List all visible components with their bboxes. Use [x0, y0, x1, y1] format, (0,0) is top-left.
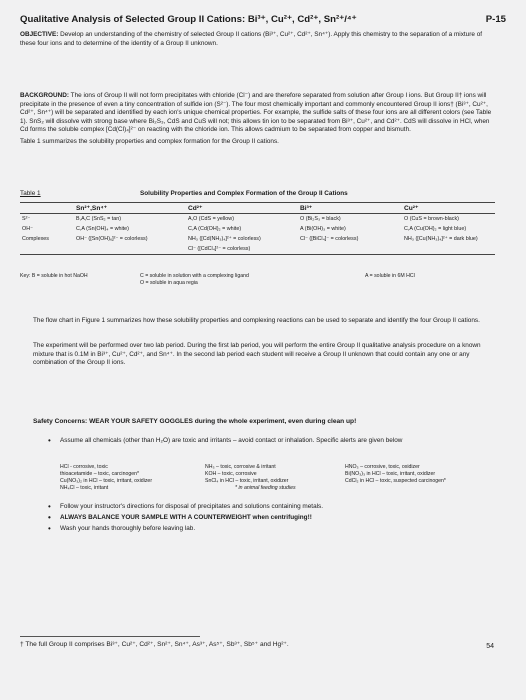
- table-cell: B,A,C (SnS₂ = tan): [76, 216, 122, 222]
- table-header-cell: [20, 203, 74, 214]
- table-cell: OH⁻ ([Sn(OH)₆]²⁻ = colorless): [76, 236, 148, 242]
- key-o: O = soluble in aqua regia: [140, 280, 198, 286]
- table-cell: O (Bi₂S₃ = black): [300, 216, 341, 222]
- bullet-icon: •: [48, 513, 51, 522]
- chem-alert: thioacetamide – toxic, carcinogen*: [60, 471, 140, 477]
- chem-alert: KOH – toxic, corrosive: [205, 471, 257, 477]
- chem-alert: HCl - corrosive, toxic: [60, 464, 108, 470]
- table-intro: Table 1 summarizes the solubility properties and complex formation for the Group II cations.: [20, 137, 279, 145]
- safety-bullet: [48, 524, 480, 534]
- footnote: † The full Group II comprises Bi³⁺, Cu²⁺, Cd²⁺, Sn²⁺, Sn⁴⁺, As³⁺, As⁵⁺, Sb³⁺, Sb⁵⁺ and Hg²⁺.: [20, 641, 289, 648]
- background-label: BACKGROUND:: [20, 92, 69, 99]
- table-cell: A,O (CdS = yellow): [188, 216, 234, 222]
- page-number: 54: [486, 643, 494, 650]
- key-b: Key: B = soluble in hot NaOH: [20, 273, 88, 279]
- objective-paragraph: [20, 31, 490, 49]
- table-row: [20, 244, 495, 255]
- chem-alert-column: [345, 464, 495, 485]
- table-row: [20, 214, 495, 225]
- table-cell: Complexes: [22, 236, 49, 242]
- chem-alert: CdCl₂ in HCl – toxic, suspected carcinogen*: [345, 478, 446, 484]
- table-cell: S²⁻: [22, 216, 31, 222]
- table-cell: [20, 244, 74, 255]
- objective-label: OBJECTIVE:: [20, 31, 59, 38]
- table-cell: C,A (Sn(OH)₄ = white): [76, 226, 129, 232]
- table-cell: C,A (Cu(OH)₂ = light blue): [404, 226, 467, 232]
- key-a: A = soluble in 6M HCl: [365, 273, 415, 279]
- table-cell: NH₃ ([Cu(NH₃)₄]²⁺ = dark blue): [404, 236, 478, 242]
- table-header-cell: Sn²⁺,Sn⁴⁺: [74, 203, 186, 214]
- page-header: [20, 14, 506, 25]
- flowchart-paragraph: The flow chart in Figure 1 summarizes how these solubility properties and complexing reactions can be used to separate and identify the four Group II cations.: [33, 317, 480, 324]
- experiment-paragraph: The experiment will be performed over two lab period. During the first lab period, you will perform the entire Group II qualitative analysis procedure on a known mixture that is 0.1M in Bi³⁺, Cu²⁺, Cd²⁺, and Sn⁴⁺. In the second lab period each student will receive a Group II unknown that could contain any one or any combination of the Group II ions.: [33, 342, 481, 367]
- page-code: P-15: [485, 14, 506, 25]
- table-cell: C,A (Cd(OH)₂ = white): [188, 226, 242, 232]
- bullet-text: Follow your instructor's directions for disposal of precipitates and solutions containing metals.: [60, 503, 324, 510]
- table-row: [20, 224, 495, 234]
- objective-text: Develop an understanding of the chemistry of selected Group II cations (Bi³⁺, Cu²⁺, Cd²⁺, Sn⁴⁺). Apply this chemistry to the separation of a mixture of these four ions and to determine of the identity of a Group II unknown.: [20, 31, 483, 47]
- table-label: Table 1: [20, 190, 41, 197]
- table-row: [20, 234, 495, 244]
- table-cell: O (CuS = brown-black): [404, 216, 459, 222]
- safety-bullet: [48, 436, 480, 446]
- table-cell: [74, 244, 186, 255]
- solubility-table-section: [20, 190, 495, 286]
- chem-alert: SnCl₄ in HCl – toxic, irritant, oxidizer: [205, 478, 289, 484]
- chem-alert: HNO₃ – corrosive, toxic, oxidizer: [345, 464, 420, 470]
- chem-footnote: * in animal feeding studies: [235, 485, 296, 491]
- safety-bullet: [48, 502, 480, 512]
- table-cell: NH₃ ([Cd(NH₃)₄]²⁺ = colorless): [188, 236, 261, 242]
- bullet-icon: •: [48, 524, 51, 533]
- footnote-divider: [20, 636, 200, 637]
- chem-alert: Cu(NO₃)₂ in HCl – toxic, irritant, oxidizer: [60, 478, 153, 484]
- table-cell: [298, 244, 402, 255]
- chem-alert: NH₃ – toxic, corrosive & irritant: [205, 464, 276, 470]
- table-cell: OH⁻: [22, 226, 33, 232]
- bullet-icon: •: [48, 436, 51, 445]
- table-cell: [402, 244, 495, 255]
- background-paragraph: [20, 92, 492, 147]
- table-header-cell: Cd²⁺: [186, 203, 298, 214]
- table-header-cell: Bi³⁺: [298, 203, 402, 214]
- table-cell: Cl⁻ ([CdCl₄]²⁻ = colorless): [186, 244, 298, 255]
- bullet-text: Assume all chemicals (other than H₂O) are toxic and irritants – avoid contact or inhalation. Specific alerts are given below: [60, 437, 403, 444]
- chem-alert: NH₄Cl – toxic, irritant: [60, 485, 109, 491]
- bullet-text: Wash your hands thoroughly before leaving lab.: [60, 525, 196, 532]
- chem-alert: Bi(NO₃)₃ in HCl – toxic, irritant, oxidizer: [345, 471, 436, 477]
- table-title: Solubility Properties and Complex Formation of the Group II Cations: [140, 190, 348, 197]
- bullet-icon: •: [48, 502, 51, 511]
- background-text: The ions of Group II will not form precipitates with chloride (Cl⁻) and are therefore separated from solution after Group I ions. But Group II† ions will precipitate in the presence of even a tiny concentration of sulfide ion (S²⁻). The four most chemically important and commonly encountered Group II ions† (Bi³⁺, Cu²⁺, Cd²⁺, Sn⁴⁺) will be separated and identified by each ion's unique chemical properties. For example, the sulfide salts of these four ions are all different colors (see Table 1). SnS₂ will dissolve with strong base where Bi₂S₃, CdS and CuS will not; this allows tin ion to be separated from Bi³⁺, Cu²⁺, and Cd²⁺. CdS will dissolve in HCl, when Cd forms the soluble complex [Cd(Cl)₄]²⁻ on reacting with the chloride ion. This allows cadmium to be separated from copper and bismuth.: [20, 92, 492, 134]
- key-c: C = soluble in solution with a complexing ligand: [140, 273, 249, 279]
- table-cell: A (Bi(OH)₃ = white): [300, 226, 346, 232]
- table-header-cell: Cu²⁺: [402, 203, 495, 214]
- bullet-text: ALWAYS BALANCE YOUR SAMPLE WITH A COUNTERWEIGHT when centrifuging!!: [60, 514, 312, 521]
- safety-heading: Safety Concerns: WEAR YOUR SAFETY GOGGLES during the whole experiment, even during clean up!: [33, 418, 357, 425]
- table-cell: Cl⁻ ([BiCl₄]⁻ = colorless): [300, 236, 359, 242]
- safety-bullet: [48, 513, 480, 523]
- chem-alert-column: [60, 464, 200, 492]
- page-title: Qualitative Analysis of Selected Group II Cations: Bi³⁺, Cu²⁺, Cd²⁺, Sn²⁺/⁴⁺: [20, 14, 357, 25]
- solubility-table: [20, 202, 495, 255]
- chem-alert-column: [205, 464, 340, 492]
